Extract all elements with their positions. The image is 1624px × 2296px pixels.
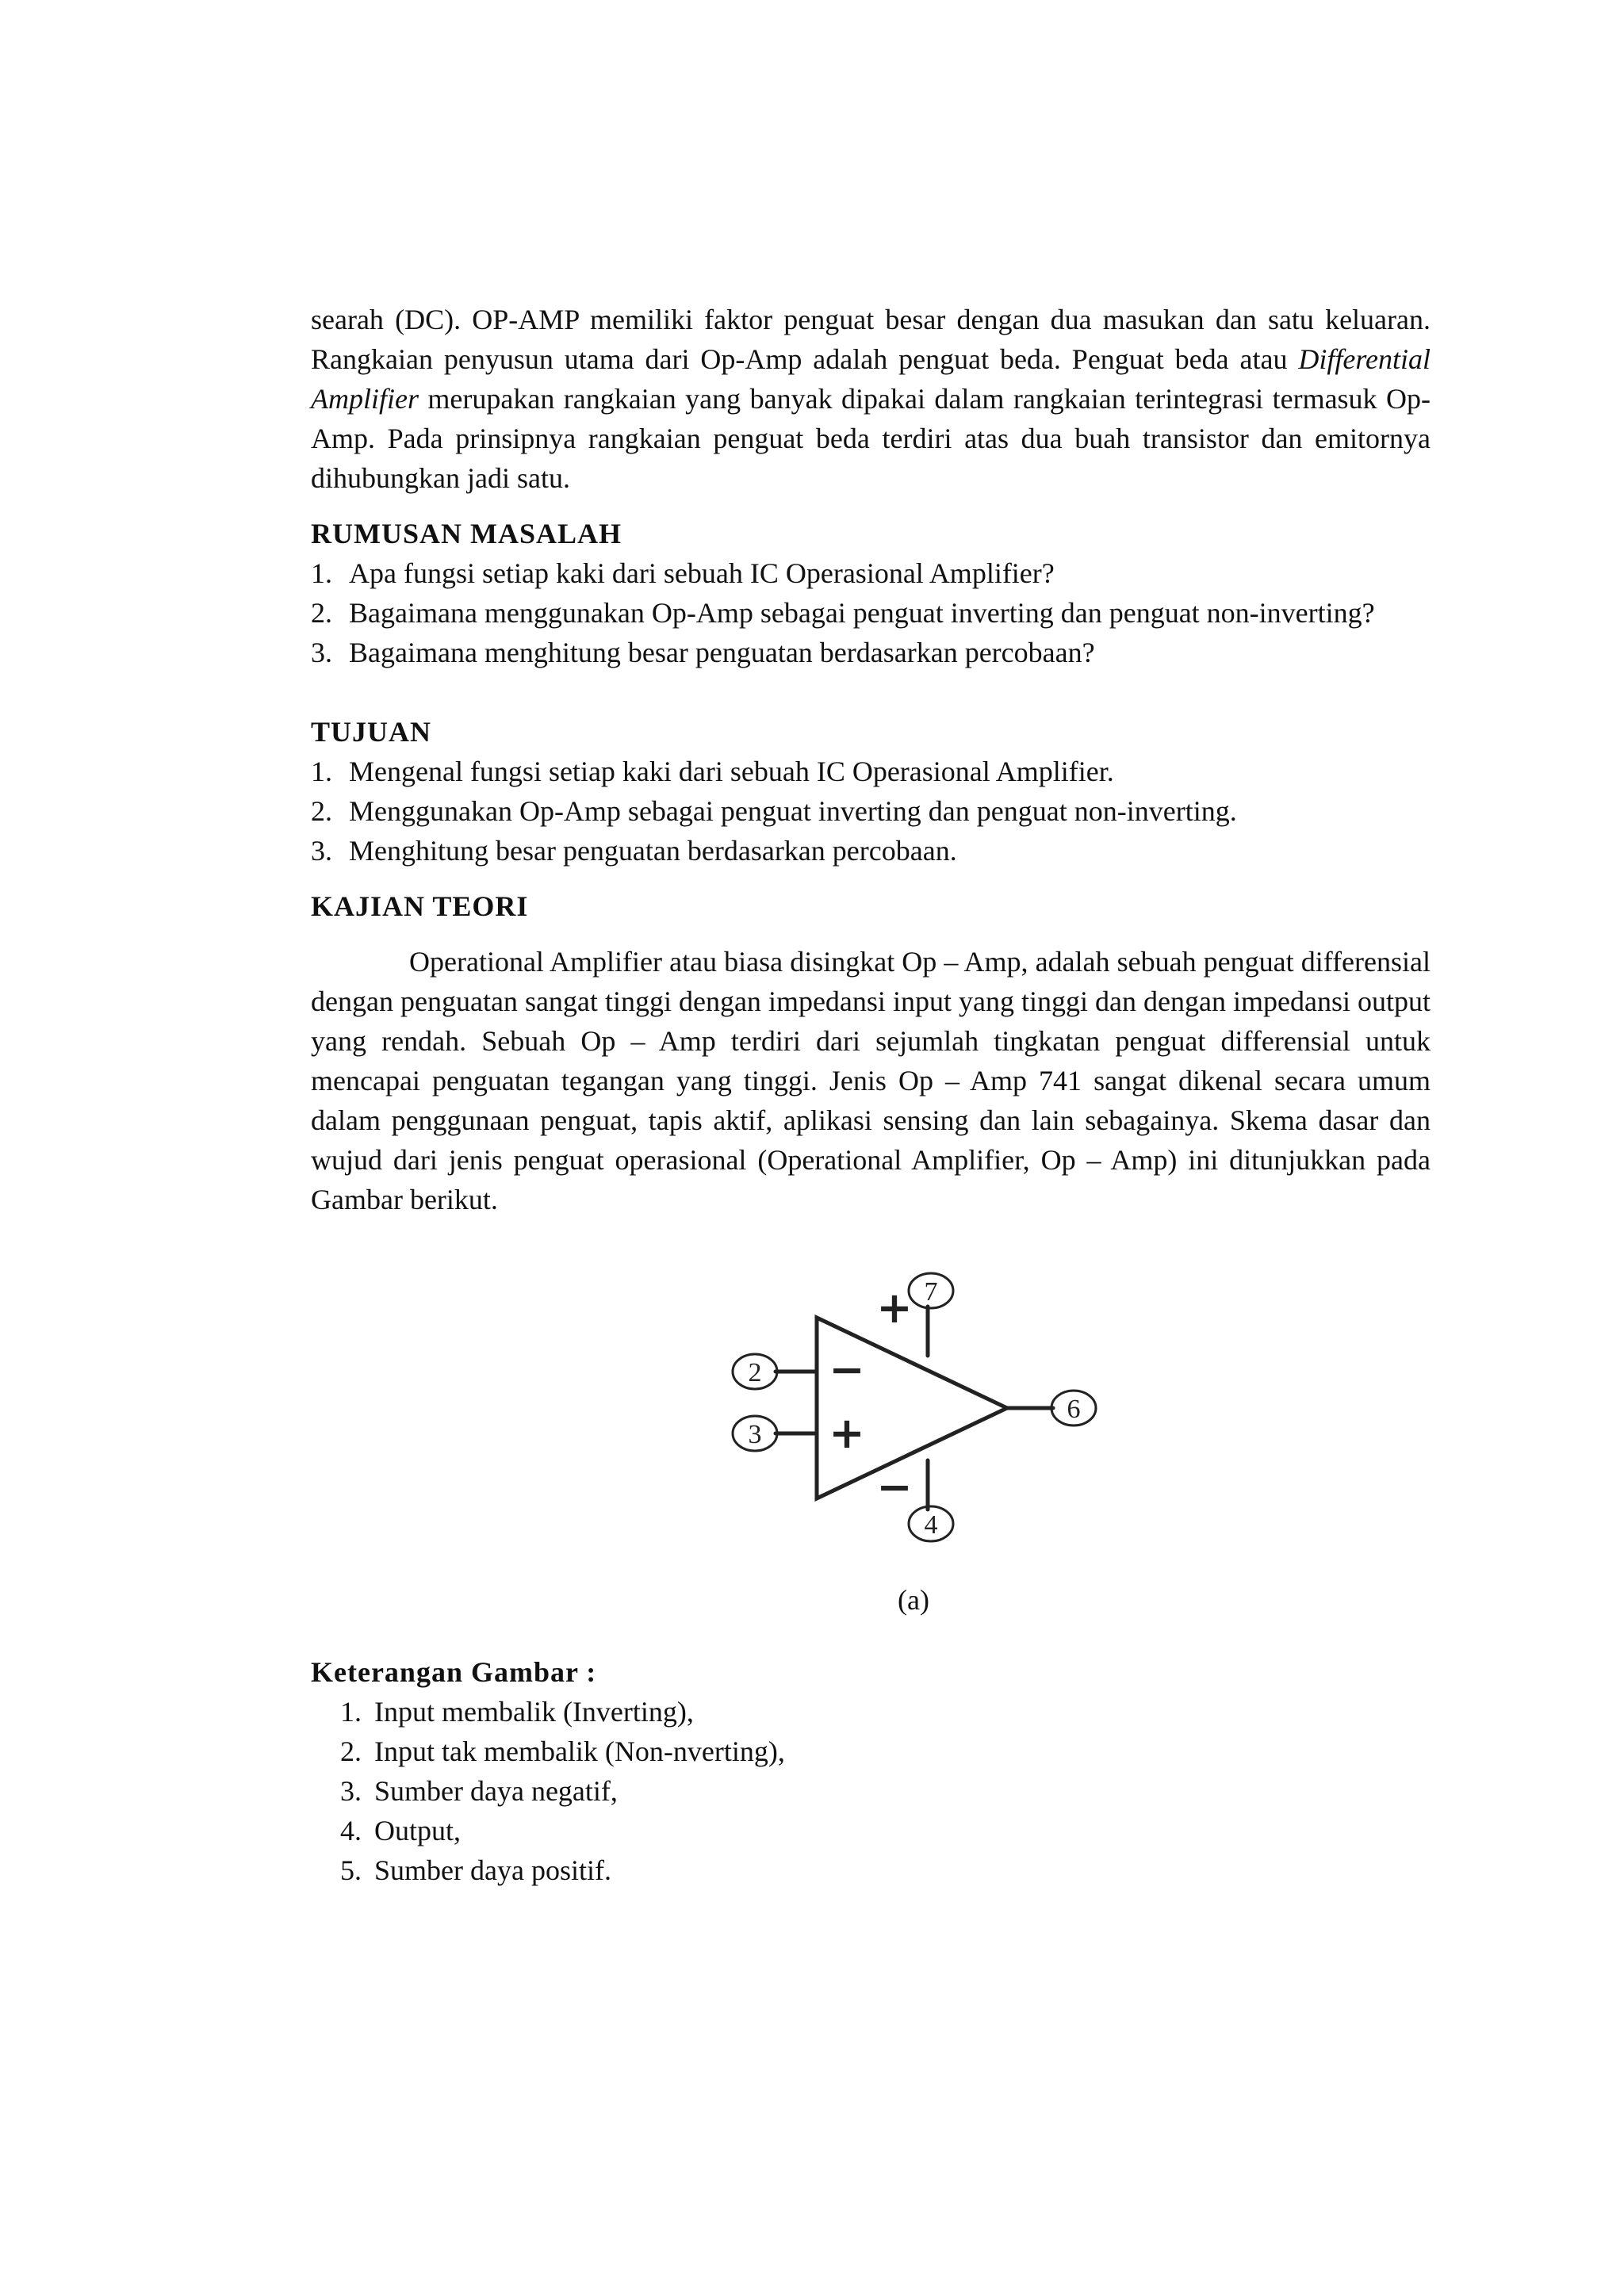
list-text: Mengenal fungsi setiap kaki dari sebuah IC Operasional Amplifier. — [349, 756, 1114, 787]
keterangan-list — [327, 1692, 1431, 1890]
list-item — [327, 1692, 1431, 1732]
pin3-label: 3 — [748, 1420, 762, 1449]
tujuan-list — [311, 752, 1431, 871]
keterangan-section — [311, 1652, 1431, 1890]
rumusan-list — [311, 553, 1431, 672]
list-text: Input tak membalik (Non-nverting), — [374, 1735, 785, 1767]
list-item — [311, 633, 1431, 672]
list-item — [311, 593, 1431, 633]
list-number: 3. — [340, 1775, 362, 1807]
list-number: 5. — [340, 1854, 362, 1886]
list-text: Input membalik (Inverting), — [374, 1696, 694, 1728]
pin2-label: 2 — [748, 1358, 762, 1387]
list-number: 1. — [311, 557, 332, 589]
list-number: 3. — [311, 835, 332, 867]
list-text: Bagaimana menggunakan Op-Amp sebagai penguat inverting dan penguat non-inverting? — [349, 597, 1375, 629]
list-text: Sumber daya negatif, — [374, 1775, 618, 1807]
list-item — [327, 1732, 1431, 1771]
inverting-minus-sign: − — [829, 1345, 865, 1395]
intro-text-2: merupakan rangkaian yang banyak dipakai dalam rangkaian terintegrasi termasuk Op-Amp. Pada prinsipnya rangkaian penguat beda terdiri atas dua buah transistor dan emitornya dihubungkan jadi satu. — [311, 383, 1431, 494]
list-item — [327, 1811, 1431, 1850]
list-item — [311, 553, 1431, 593]
top-plus-sign: + — [876, 1283, 913, 1333]
intro-paragraph — [311, 300, 1431, 498]
tujuan-heading: TUJUAN — [311, 716, 432, 748]
list-item — [311, 791, 1431, 831]
keterangan-heading: Keterangan Gambar : — [311, 1656, 597, 1688]
list-number: 1. — [340, 1696, 362, 1728]
figure-caption-text: (a) — [898, 1584, 929, 1616]
list-text: Menggunakan Op-Amp sebagai penguat inverting dan penguat non-inverting. — [349, 795, 1237, 827]
kajian-heading: KAJIAN TEORI — [311, 890, 529, 922]
pin7-label: 7 — [924, 1277, 938, 1307]
figure-caption — [0, 1580, 1624, 1620]
bottom-minus-sign: − — [876, 1462, 913, 1512]
list-item — [327, 1771, 1431, 1811]
list-text: Output, — [374, 1815, 462, 1846]
list-number: 2. — [311, 795, 332, 827]
list-number: 1. — [311, 756, 332, 787]
rumusan-heading: RUMUSAN MASALAH — [311, 518, 622, 549]
intro-italic-term: Differential Amplifier — [311, 343, 1431, 415]
kajian-paragraph: Operational Amplifier atau biasa disingkat Op – Amp, adalah sebuah penguat differensial dengan penguatan sangat tinggi dengan impedansi input yang tinggi dan dengan impedansi output yang rendah. Sebuah Op – Amp terdiri dari sejumlah tingkatan penguat differensial untuk mencapai penguatan tegangan yang tinggi. Jenis Op – Amp 741 sangat dikenal secara umum dalam penggunaan penguat, tapis aktif, aplikasi sensing dan lain sebagainya. Skema dasar dan wujud dari jenis penguat operasional (Operational Amplifier, Op – Amp) ini ditunjukkan pada Gambar berikut. — [311, 946, 1431, 1215]
opamp-symbol — [722, 1267, 1110, 1552]
pin6-label: 6 — [1067, 1395, 1081, 1424]
list-item — [311, 752, 1431, 791]
list-text: Bagaimana menghitung besar penguatan berdasarkan percobaan? — [349, 637, 1095, 668]
list-number: 2. — [340, 1735, 362, 1767]
list-text: Apa fungsi setiap kaki dari sebuah IC Operasional Amplifier? — [349, 557, 1055, 589]
noninverting-plus-sign: + — [829, 1408, 865, 1458]
document-page — [311, 300, 1431, 1219]
list-item — [311, 831, 1431, 871]
intro-text-1: searah (DC). OP-AMP memiliki faktor penguat besar dengan dua masukan dan satu keluaran. Rangkaian penyusun utama dari Op-Amp adalah penguat beda. Penguat beda atau — [311, 304, 1431, 375]
list-text: Menghitung besar penguatan berdasarkan percobaan. — [349, 835, 957, 867]
list-number: 2. — [311, 597, 332, 629]
pin4-label: 4 — [924, 1510, 938, 1540]
list-item — [327, 1850, 1431, 1890]
list-text: Sumber daya positif. — [374, 1854, 611, 1886]
list-number: 3. — [311, 637, 332, 668]
opamp-figure — [722, 1267, 1110, 1552]
list-number: 4. — [340, 1815, 362, 1846]
